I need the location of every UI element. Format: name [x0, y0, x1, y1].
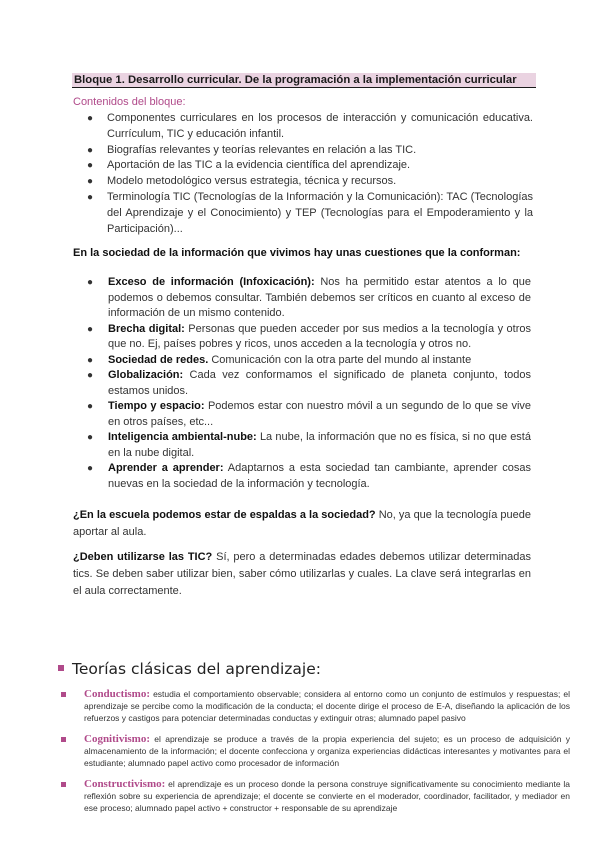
bullet-icon: ●: [87, 113, 94, 124]
bullet-icon: ●: [87, 370, 94, 381]
bullet-icon: ●: [87, 277, 94, 288]
sociedad-list: [73, 275, 531, 492]
bullet-icon: ●: [87, 160, 94, 172]
contenidos-list: [73, 111, 533, 237]
bullet-icon: ●: [87, 176, 94, 188]
question-tic: ¿Deben utilizarse las TIC? Sí, pero a determinadas edades debemos utilizar determinadas tics. Se deben saber utilizar bien, saber cómo utilizarlas y cuales. La clave será integrarlas en el aula correctamente.: [73, 551, 532, 597]
sociedad-heading: En la sociedad de la información que vivimos hay unas cuestiones que la conforman:: [73, 247, 521, 259]
list-item: ● Inteligencia ambiental-nube: La nube, la información que no es física, si no que está en la nube digital.: [87, 431, 531, 459]
bullet-icon: ●: [87, 401, 94, 412]
bloque-title: Bloque 1. Desarrollo curricular. De la programación a la implementación curricular: [72, 73, 536, 88]
bullet-icon: ●: [87, 191, 94, 203]
list-item: ● Exceso de información (Infoxicación): Nos ha permitido estar atentos a lo que podemos o debemos consultar. También debemos ser críticos en cuanto al exceso de información de un mismo contenido.: [87, 276, 531, 319]
list-item: Conductismo: estudia el comportamiento observable; considera al entorno como un conjunto de estímulos y respuestas; el aprendizaje se percibe como la modificación de la conducta; el docente dirige el proceso de E-A, diseñando la aplicación de los refuerzos y castigos para potenciar determinadas conductas y extinguir otras; alumnado papel pasivo: [58, 688, 570, 724]
list-item: ● Globalización: Cada vez conformamos el significado de planeta conjunto, todos estamos unidos.: [87, 369, 531, 397]
list-item: ● Aportación de las TIC a la evidencia científica del aprendizaje.: [73, 158, 533, 174]
list-item: ● Aprender a aprender: Adaptarnos a esta sociedad tan cambiante, aprender cosas nuevas en la sociedad de la información y tecnología.: [87, 462, 531, 490]
bullet-icon: ●: [87, 463, 94, 474]
list-item: ● Terminología TIC (Tecnologías de la Información y la Comunicación): TAC (Tecnologías del Aprendizaje y el Conocimiento) y TEP (Tecnologías para el Empoderamiento y la Participación)...: [87, 190, 533, 235]
list-item: ● Biografías relevantes y teorías relevantes en relación a las TIC.: [73, 143, 533, 159]
bullet-icon: ●: [87, 144, 94, 156]
list-item: Cognitivismo: el aprendizaje se produce a través de la propia experiencia del sujeto; es un proceso de adquisición y almacenamiento de la información; el docente confecciona y organiza experiencias didácticas interesantes y motivantes para el estudiante; alumnado papel activo como procesador de información: [58, 733, 570, 769]
square-bullet-icon: [61, 692, 66, 697]
square-bullet-icon: [58, 665, 64, 671]
question-escuela: ¿En la escuela podemos estar de espaldas a la sociedad? No, ya que la tecnología puede aportar al aula.: [73, 509, 532, 538]
teorias-list: [58, 688, 570, 823]
square-bullet-icon: [61, 737, 66, 742]
teorias-title: Teorías clásicas del aprendizaje:: [58, 660, 321, 678]
list-item: ● Sociedad de redes. Comunicación con la otra parte del mundo al instante: [73, 353, 531, 369]
bullet-icon: ●: [87, 323, 94, 335]
list-item: ● Tiempo y espacio: Podemos estar con nuestro móvil a un segundo de lo que se vive en otros países, etc...: [87, 400, 532, 428]
list-item: Constructivismo: el aprendizaje es un proceso donde la persona construye significativamente su conocimiento mediante la reflexión sobre su experiencia de aprendizaje; el docente se convierte en el moderador, coordinador, facilitador, y mediador en ese proceso; alumnado papel activo + constructor + responsable de su aprendizaje: [58, 778, 570, 814]
list-item: ● Modelo metodológico versus estrategia, técnica y recursos.: [73, 174, 533, 190]
square-bullet-icon: [61, 782, 66, 787]
bullet-icon: ●: [87, 432, 94, 443]
contenidos-label: Contenidos del bloque:: [73, 96, 186, 108]
list-item: ● Brecha digital: Personas que pueden acceder por sus medios a la tecnología y otros que no. Ej, países pobres y ricos, unos acceden a la tecnología y otros no.: [87, 322, 531, 350]
list-item: ● Componentes curriculares en los procesos de interacción y comunicación educativa. Currículum, TIC y educación infantil.: [87, 112, 533, 140]
bullet-icon: ●: [87, 354, 94, 366]
